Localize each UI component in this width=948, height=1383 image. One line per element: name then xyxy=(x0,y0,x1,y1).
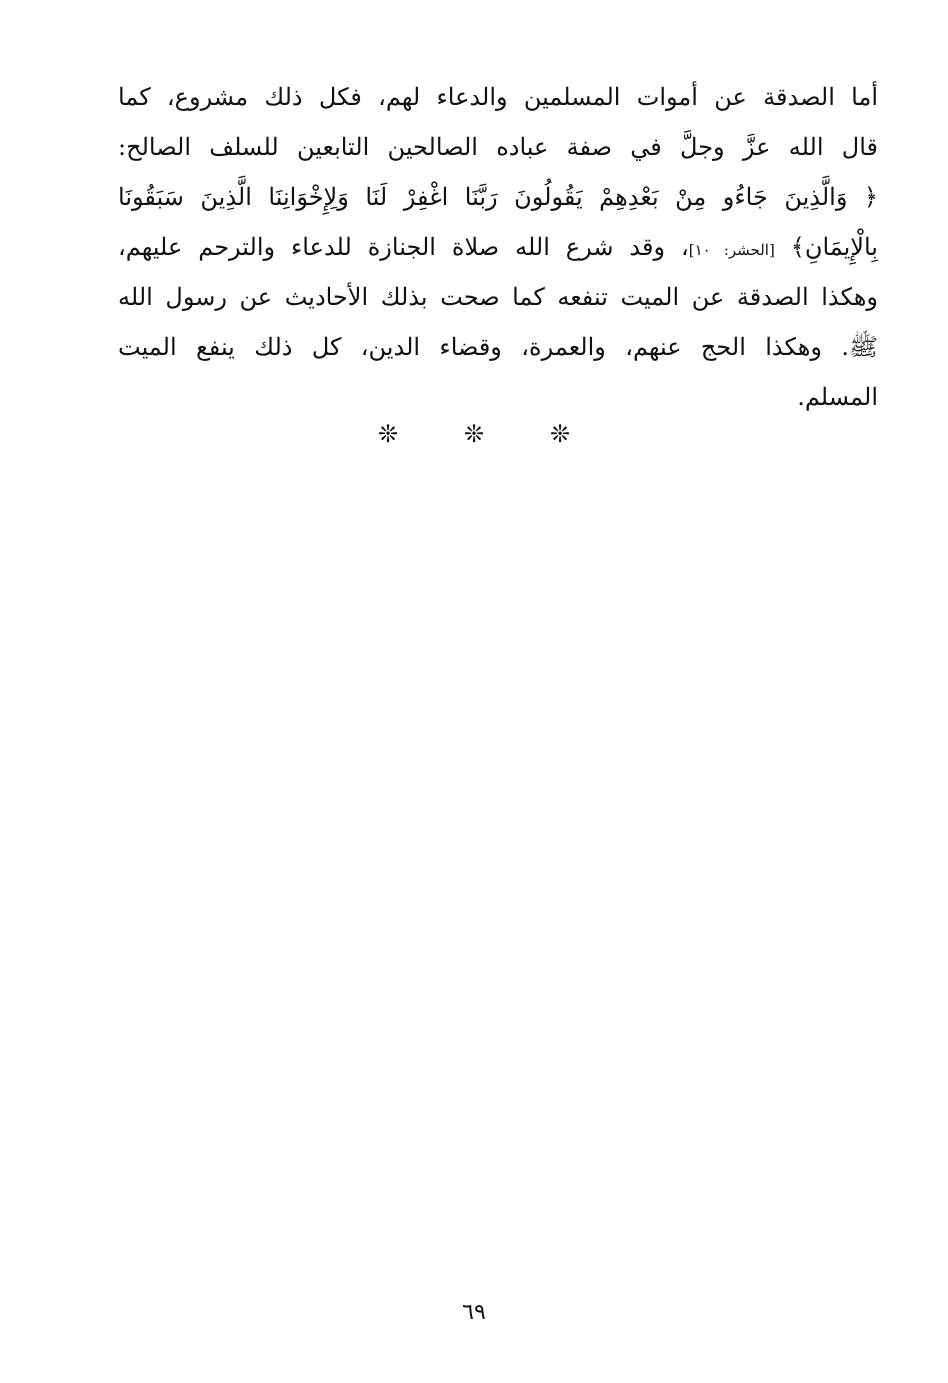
text-line xyxy=(118,222,878,272)
quran-verse-end: بِالْإِيمَانِ﴾ xyxy=(790,233,878,261)
text-line: المسلم. xyxy=(797,383,878,411)
text-fragment: ، وقد شرع الله صلاة الجنازة للدعاء والترحم عليهم، xyxy=(118,233,689,261)
section-separator xyxy=(0,420,948,460)
text-line: ﷺ. وهكذا الحج عنهم، والعمرة، وقضاء الدين، كل ذلك ينفع الميت xyxy=(118,333,878,361)
text-line: وهكذا الصدقة عن الميت تنفعه كما صحت بذلك الأحاديث عن رسول الله xyxy=(118,283,878,311)
text-line: قال الله عزَّ وجلَّ في صفة عباده الصالحين التابعين للسلف الصالح: xyxy=(118,133,878,161)
page-number: ٦٩ xyxy=(462,1300,486,1325)
asterism-icon: ❊ xyxy=(463,420,485,448)
asterism-icon: ❊ xyxy=(549,420,571,448)
asterism-icon: ❊ xyxy=(377,420,399,448)
body-paragraph xyxy=(118,72,878,422)
verse-citation: [الحشر: ١٠] xyxy=(688,241,775,259)
quran-verse-line: ﴿ وَالَّذِينَ جَاءُو مِنْ بَعْدِهِمْ يَقُولُونَ رَبَّنَا اغْفِرْ لَنَا وَلِإِخْوَانِنَا الَّذِينَ سَبَقُونَا xyxy=(118,183,878,211)
text-line: أما الصدقة عن أموات المسلمين والدعاء لهم، فكل ذلك مشروع، كما xyxy=(118,83,878,111)
